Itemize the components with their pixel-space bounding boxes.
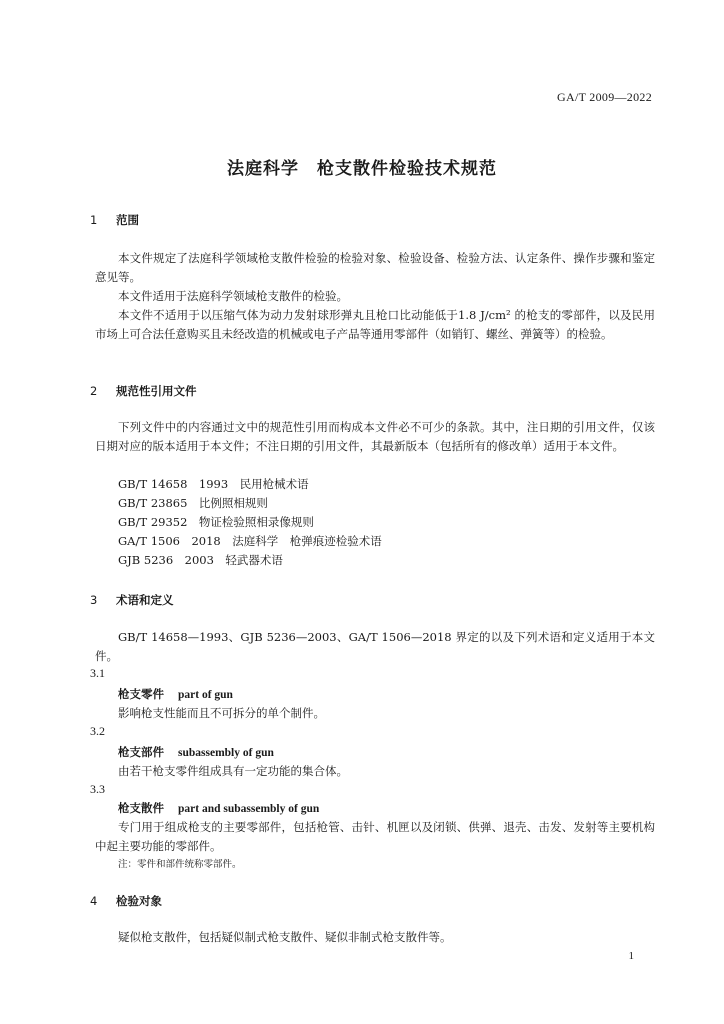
section-1-paragraph-2: 本文件适用于法庭科学领域枪支散件的检验。 [118,289,348,303]
section-4-paragraph-1: 疑似枪支散件，包括疑似制式枪支散件、疑似非制式枪支散件等。 [118,930,452,944]
section-number: 4 [90,894,98,908]
doc-code: GA/T 2009—2022 [557,90,652,104]
section-title: 范围 [116,213,139,227]
term-cn: 枪支零件 [118,687,164,701]
term-definition: 由若干枪支零件组成具有一定功能的集合体。 [118,764,348,778]
clause-number: 3.3 [90,782,105,796]
section-4-heading [90,893,162,909]
section-2-heading [90,383,197,399]
term-en: part of gun [178,689,233,701]
section-3-heading [90,592,174,608]
reference-item: GJB 5236 2003 轻武器术语 [118,553,283,567]
term-cn: 枪支散件 [118,801,164,815]
section-number: 1 [90,213,98,227]
section-1-heading [90,212,139,228]
term-en: part and subassembly of gun [178,803,320,815]
term-entry [118,744,274,760]
term-definition: 影响枪支性能而且不可拆分的单个制件。 [118,706,325,720]
clause-number: 3.2 [90,724,105,738]
reference-item: GB/T 14658 1993 民用枪械术语 [118,477,309,491]
note: 注：零件和部件统称零部件。 [118,859,242,870]
section-1-paragraph-1: 本文件规定了法庭科学领域枪支散件检验的检验对象、检验设备、检验方法、认定条件、操作步骤和鉴定意见等。 [95,251,655,284]
section-3-paragraph-1: GB/T 14658—1993、GJB 5236—2003、GA/T 1506—2018 界定的以及下列术语和定义适用于本文件。 [95,630,655,663]
section-number: 2 [90,384,98,398]
document-title: 法庭科学 枪支散件检验技术规范 [227,159,497,179]
term-entry [118,800,319,816]
section-title: 检验对象 [116,894,162,908]
term-en: subassembly of gun [178,747,274,759]
reference-item: GB/T 29352 物证检验照相录像规则 [118,515,314,529]
section-title: 规范性引用文件 [116,384,197,398]
section-1-paragraph-3: 本文件不适用于以压缩气体为动力发射球形弹丸且枪口比动能低于1.8 J/cm² 的枪支的零部件，以及民用市场上可合法任意购买且未经改造的机械或电子产品等通用零部件（如销钉、螺丝、弹簧等）的检验。 [95,308,655,341]
term-cn: 枪支部件 [118,745,164,759]
reference-item: GA/T 1506 2018 法庭科学 枪弹痕迹检验术语 [118,534,382,548]
section-title: 术语和定义 [116,593,174,607]
section-2-paragraph-1: 下列文件中的内容通过文中的规范性引用而构成本文件必不可少的条款。其中，注日期的引用文件，仅该日期对应的版本适用于本文件；不注日期的引用文件，其最新版本（包括所有的修改单）适用于本文件。 [95,420,655,453]
page-number: 1 [628,950,634,962]
reference-item: GB/T 23865 比例照相规则 [118,496,268,510]
clause-number: 3.1 [90,666,105,680]
term-entry [118,686,233,702]
term-definition: 专门用于组成枪支的主要零部件，包括枪管、击针、机匣以及闭锁、供弹、退壳、击发、发射等主要机构中起主要功能的零部件。 [95,820,655,853]
section-number: 3 [90,593,98,607]
